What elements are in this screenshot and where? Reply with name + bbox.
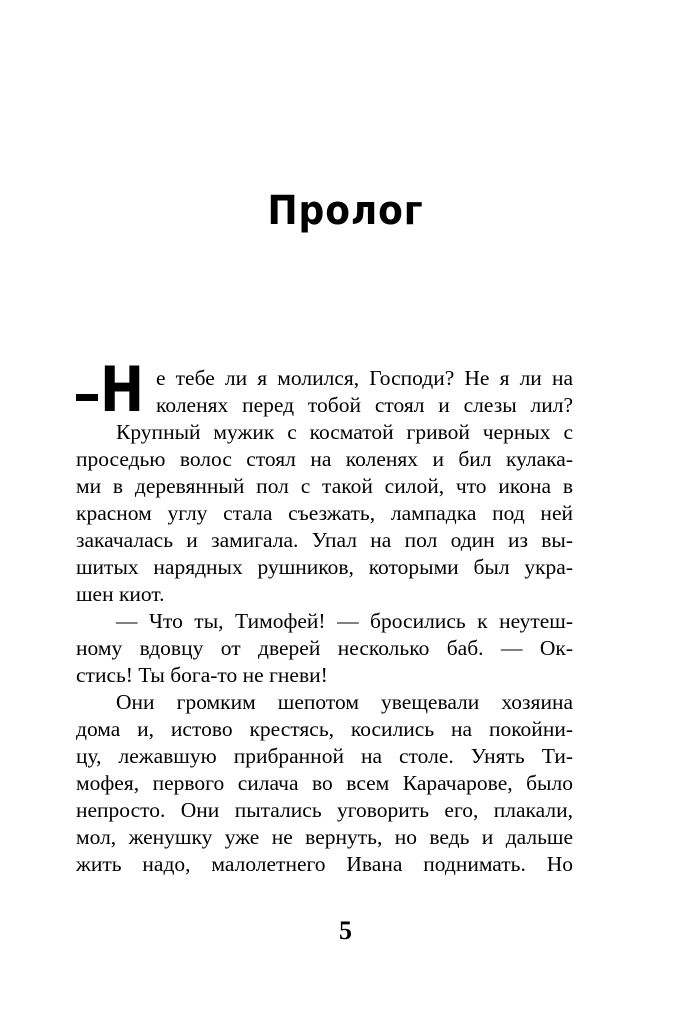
text-line: проседью волос стоял на коленях и бил кулака- [76, 447, 573, 471]
text-line: красном углу стала съезжать, лампадка под ней [76, 501, 573, 525]
opening-paragraph [76, 353, 573, 426]
paragraph [76, 608, 573, 689]
text-line: е тебе ли я молился, Господи? Не я ли на [156, 366, 573, 390]
chapter-title: Пролог [267, 188, 424, 234]
text-line: жить надо, малолетнего Ивана поднимать. Но [76, 852, 573, 876]
text-line: ми в деревянный пол с такой силой, что икона в [76, 474, 573, 498]
text-line: Они громким шепотом увещевали хозяина [116, 690, 573, 714]
text-line: ному вдовцу от дверей несколько баб. — Ок- [76, 636, 573, 660]
text-line: закачалась и замигала. Упал на пол один из вы- [76, 528, 573, 552]
text-line: шен киот. [76, 582, 165, 606]
text-line: коленях перед тобой стоял и слезы лил? [156, 393, 573, 417]
drop-cap-letter: Н [100, 353, 145, 426]
paragraph [76, 689, 573, 878]
text-line: шитых нарядных рушников, которыми был укра- [76, 555, 573, 579]
text-line: стись! Ты бога-то не гневи! [76, 663, 328, 687]
text-line: мол, женушку уже не вернуть, но ведь и дальше [76, 825, 573, 849]
text-line: Крупный мужик с косматой гривой черных с [116, 420, 573, 444]
dialogue-dash [76, 394, 98, 401]
text-line: непросто. Они пытались уговорить его, плакали, [76, 798, 573, 822]
paragraph [76, 419, 573, 608]
opening-lines [156, 365, 573, 419]
text-line: дома и, истово крестясь, косились на покойни- [76, 717, 573, 741]
body-text [76, 353, 573, 878]
text-line: цу, лежавшую прибранной на столе. Унять Ти- [76, 744, 573, 768]
drop-cap-block [76, 353, 152, 426]
text-line: — Что ты, Тимофей! — бросились к неутеш- [116, 609, 573, 633]
text-line: мофея, первого силача во всем Карачарове, было [76, 771, 573, 795]
page-number: 5 [339, 916, 352, 945]
